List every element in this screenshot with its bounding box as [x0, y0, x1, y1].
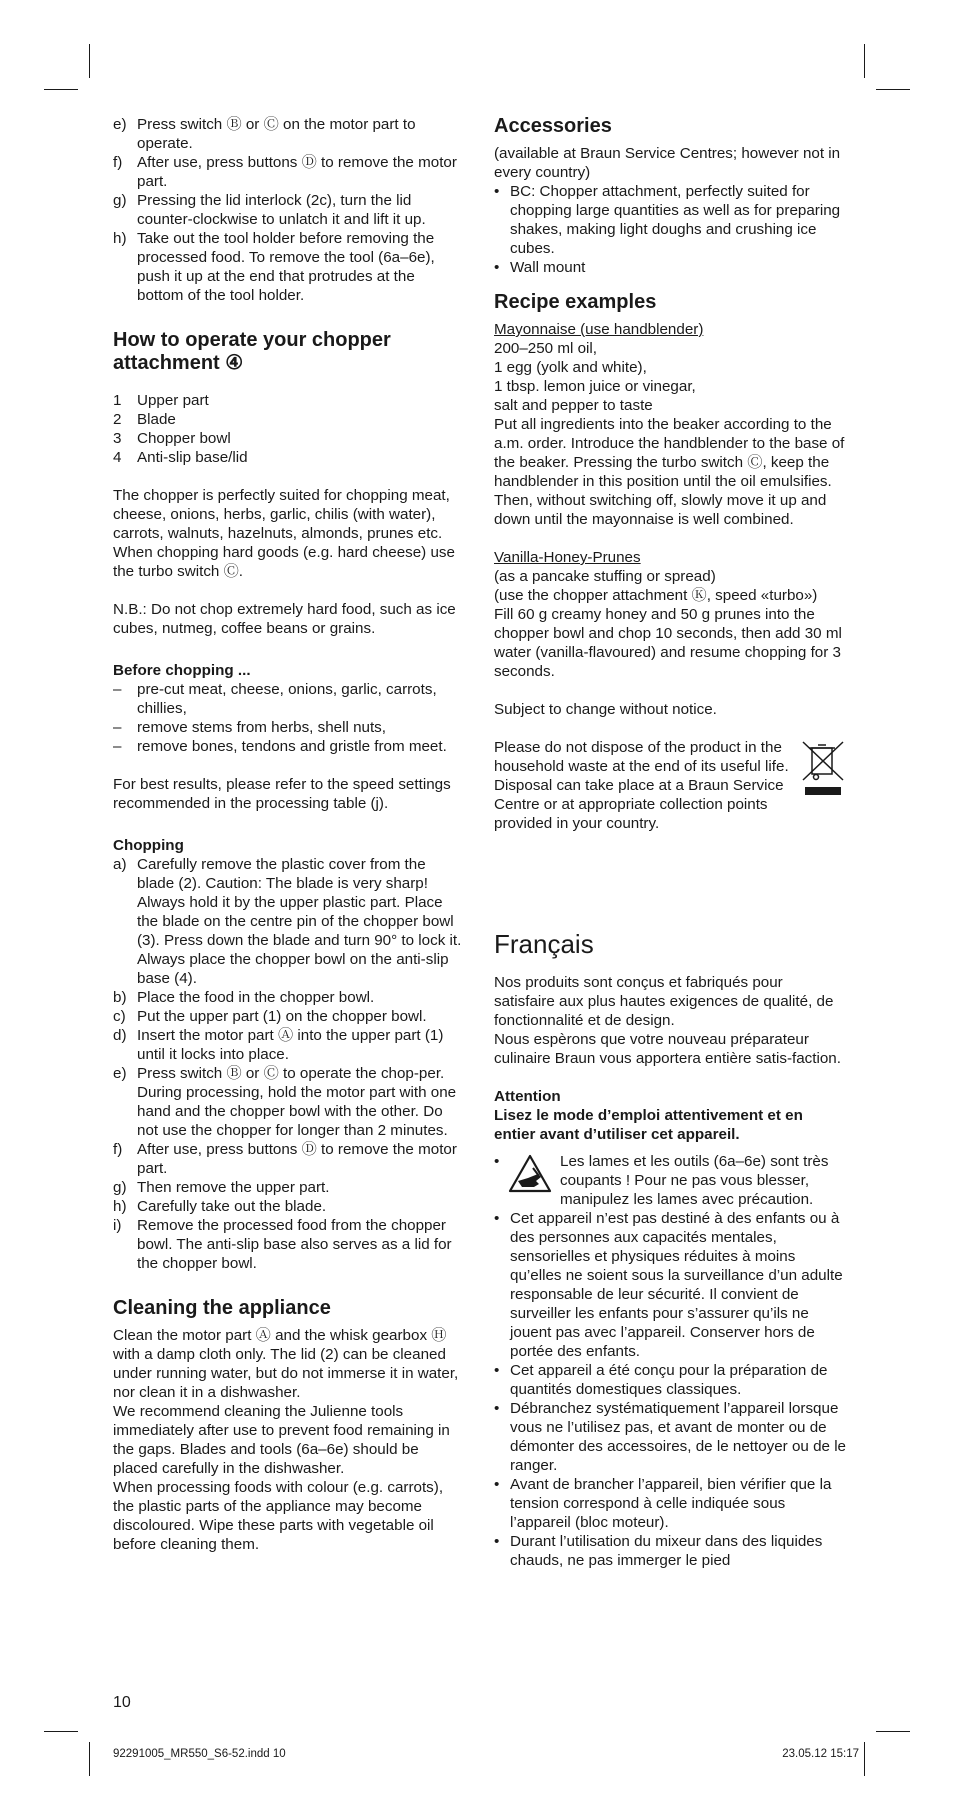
attention-heading: Attention [494, 1088, 561, 1105]
list-marker: d) [113, 1027, 127, 1044]
subject-to-change: Subject to change without notice. [494, 701, 717, 718]
crop-mark [864, 1742, 865, 1776]
list-item-text: Cet appareil n’est pas destiné à des enfants ou à des personnes aux capacités mentales, sensorielles et physiques réduites à moins qu’elles ne soient sous la surveillance d’un adulte responsable de leur sécurité. Il convient de surveiller les enfants pour s’assurer qu’ils ne jouent pas avec l’appareil. Conserver hors de portée des enfants. [510, 1210, 843, 1360]
list-item [113, 1064, 465, 1140]
list-marker: • [494, 183, 500, 200]
vanilla-instructions: Fill 60 g creamy honey and 50 g prunes into the chopper bowl and chop 10 seconds, then add 30 ml water (vanilla-flavoured) and resume chopping for 3 seconds. [494, 606, 842, 680]
crop-mark [44, 89, 78, 90]
vanilla-ingredients [494, 567, 846, 605]
list-marker: – [113, 738, 122, 755]
list-item-text: Press switch Ⓑ or Ⓒ to operate the chop-per. During processing, hold the motor part with one hand and the chopper bowl with the other. Do not use the chopper for longer than 2 minutes. [137, 1065, 457, 1139]
list-item [113, 115, 465, 153]
crop-mark [44, 1731, 78, 1732]
slug-date: 23.05.12 15:17 [782, 1748, 859, 1760]
list-item-text: Upper part [137, 392, 209, 409]
mayo-ingredients [494, 339, 846, 415]
list-item [494, 1475, 846, 1532]
ingredient-line: 1 tbsp. lemon juice or vinegar, [494, 378, 696, 395]
list-item [113, 680, 465, 718]
crop-mark [89, 44, 90, 78]
list-item [113, 988, 465, 1007]
list-item-text: After use, press buttons Ⓓ to remove the motor part. [137, 154, 457, 190]
list-marker: e) [113, 116, 127, 133]
list-marker: h) [113, 1198, 127, 1215]
list-item-text: Insert the motor part Ⓐ into the upper part (1) until it locks into place. [137, 1027, 444, 1063]
list-item [113, 153, 465, 191]
crop-mark [89, 1742, 90, 1776]
list-item-text: Put the upper part (1) on the chopper bowl. [137, 1008, 427, 1025]
list-item [494, 1361, 846, 1399]
crop-mark [876, 89, 910, 90]
part-item [113, 410, 465, 429]
warning-item [494, 1152, 846, 1209]
cleaning-text-2: We recommend cleaning the Julienne tools immediately after use to prevent food remaining in the gaps. Blades and tools (6a–6e) should be placed carefully in the dishwasher. [113, 1403, 450, 1477]
list-marker: f) [113, 1141, 123, 1158]
accessories-heading: Accessories [494, 115, 612, 137]
attention-subheading: Lisez le mode d’emploi attentivement et en entier avant d’utiliser cet appareil. [494, 1107, 803, 1143]
cleaning-text-3: When processing foods with colour (e.g. carrots), the plastic parts of the appliance may become discoloured. Wipe these parts with vegetable oil before cleaning them. [113, 1479, 444, 1553]
list-item-text: Carefully remove the plastic cover from the blade (2). Caution: The blade is very sharp! Always hold it by the upper plastic part. Place the blade on the centre pin of the chopper bowl (3). Press down the blade and turn 90° to lock it. Always place the chopper bowl on the anti-slip base (4). [137, 856, 462, 987]
ingredient-line: salt and pepper to taste [494, 397, 653, 414]
chopping-steps-list [113, 855, 465, 1273]
chopper-heading: How to operate your chopper attachment ④ [113, 329, 391, 374]
crossed-out-wheelie-bin-icon [800, 740, 846, 796]
list-marker: g) [113, 1179, 127, 1196]
list-item [113, 229, 465, 305]
chopper-intro: The chopper is perfectly suited for chopping meat, cheese, onions, herbs, garlic, chilis (with water), carrots, walnuts, hazelnuts, almonds, prunes etc. [113, 487, 450, 542]
accessories-list [494, 182, 846, 277]
ingredient-line: 1 egg (yolk and white), [494, 359, 647, 376]
list-marker: c) [113, 1008, 126, 1025]
list-item [113, 1140, 465, 1178]
before-chopping-heading: Before chopping ... [113, 662, 251, 679]
part-item [113, 448, 465, 467]
list-marker: a) [113, 856, 127, 873]
list-item [494, 182, 846, 258]
list-item [113, 1026, 465, 1064]
list-item-text: Place the food in the chopper bowl. [137, 989, 375, 1006]
list-item [113, 737, 465, 756]
list-item-text: Then remove the upper part. [137, 1179, 330, 1196]
list-item-text: Anti-slip base/lid [137, 449, 248, 466]
turbo-note: When chopping hard goods (e.g. hard cheese) use the turbo switch Ⓒ. [113, 544, 455, 580]
list-marker: 3 [113, 430, 122, 447]
list-marker: – [113, 681, 122, 698]
page-number: 10 [113, 1694, 131, 1711]
list-marker: g) [113, 192, 127, 209]
list-item [494, 1399, 846, 1475]
list-marker: 1 [113, 392, 122, 409]
ingredient-line: (use the chopper attachment Ⓚ, speed «turbo») [494, 587, 818, 604]
fr-intro-2: Nous espèrons que votre nouveau préparateur culinaire Braun vous apportera entière satis-faction. [494, 1031, 841, 1067]
nb-note: N.B.: Do not chop extremely hard food, such as ice cubes, nutmeg, coffee beans or grains. [113, 601, 456, 637]
best-results-text: For best results, please refer to the speed settings recommended in the processing table (j). [113, 776, 451, 812]
vanilla-title: Vanilla-Honey-Prunes [494, 549, 641, 566]
right-column [494, 115, 846, 1570]
left-column [113, 115, 465, 1554]
accessories-intro: (available at Braun Service Centres; however not in every country) [494, 145, 841, 181]
list-item-text: Cet appareil a été conçu pour la préparation de quantités domestiques classiques. [510, 1362, 828, 1398]
list-item [494, 1209, 846, 1361]
motor-steps-list [113, 115, 465, 305]
list-item-text: Chopper bowl [137, 430, 231, 447]
list-marker: h) [113, 230, 127, 247]
recipe-heading: Recipe examples [494, 291, 657, 313]
slug-file: 92291005_MR550_S6-52.indd 10 [113, 1748, 286, 1760]
list-item [494, 1532, 846, 1570]
list-marker: i) [113, 1217, 122, 1234]
list-marker: • [494, 259, 500, 276]
list-item-text: Press switch Ⓑ or Ⓒ on the motor part to operate. [137, 116, 416, 152]
list-marker: • [494, 1210, 500, 1227]
list-item-text: Blade [137, 411, 176, 428]
parts-list [113, 391, 465, 467]
list-marker: f) [113, 154, 123, 171]
list-marker: • [494, 1400, 500, 1417]
ingredient-line: (as a pancake stuffing or spread) [494, 568, 716, 585]
hand-hazard-warning-icon [508, 1154, 552, 1194]
list-item-text: BC: Chopper attachment, perfectly suited for chopping large quantities as well as for preparing shakes, making light doughs and crushing ice cubes. [510, 183, 841, 257]
list-item [113, 1216, 465, 1273]
list-item-text: Avant de brancher l’appareil, bien vérifier que la tension correspond à celle indiquée sous l’appareil (bloc moteur). [510, 1476, 832, 1531]
list-item [113, 1007, 465, 1026]
list-item-text: After use, press buttons Ⓓ to remove the motor part. [137, 1141, 457, 1177]
list-marker: b) [113, 989, 127, 1006]
crop-mark [864, 44, 865, 78]
list-item [113, 855, 465, 988]
fr-safety-list [494, 1209, 846, 1570]
part-item [113, 429, 465, 448]
list-item [113, 191, 465, 229]
ingredient-line: 200–250 ml oil, [494, 340, 598, 357]
list-item-text: Take out the tool holder before removing the processed food. To remove the tool (6a–6e), push it up at the end that protrudes at the bottom of the tool holder. [137, 230, 435, 304]
mayo-title: Mayonnaise (use handblender) [494, 321, 704, 338]
chopping-heading: Chopping [113, 837, 184, 854]
list-item-text: Wall mount [510, 259, 586, 276]
list-marker: e) [113, 1065, 127, 1082]
list-item-text: Débranchez systématiquement l’appareil lorsque vous ne l’utilisez pas, et avant de monter ou de démonter des accessoires, de le nettoyer ou de le ranger. [510, 1400, 847, 1474]
list-item-text: remove stems from herbs, shell nuts, [137, 719, 386, 736]
list-item-text: remove bones, tendons and gristle from meet. [137, 738, 447, 755]
list-item-text: Carefully take out the blade. [137, 1198, 327, 1215]
list-item-text: pre-cut meat, cheese, onions, garlic, carrots, chillies, [137, 681, 437, 717]
list-marker: • [494, 1362, 500, 1379]
cleaning-text-1: Clean the motor part Ⓐ and the whisk gearbox Ⓗ with a damp cloth only. The lid (2) can be cleaned under running water, but do not immerse it in water, nor clean it in a dishwasher. [113, 1327, 459, 1401]
cleaning-heading: Cleaning the appliance [113, 1297, 331, 1319]
part-item [113, 391, 465, 410]
list-item [113, 1178, 465, 1197]
list-item-text: Remove the processed food from the chopper bowl. The anti-slip base also serves as a lid for the chopper bowl. [137, 1217, 452, 1272]
bullet: • [494, 1153, 500, 1170]
list-marker: – [113, 719, 122, 736]
disposal-text: Please do not dispose of the product in the household waste at the end of its useful life. Disposal can take place at a Braun Service Centre or at appropriate collection points provided in your country. [494, 739, 789, 832]
francais-heading: Français [494, 929, 594, 959]
list-item [494, 258, 846, 277]
crop-mark [876, 1731, 910, 1732]
before-chopping-list [113, 680, 465, 756]
list-item [113, 718, 465, 737]
list-item-text: Pressing the lid interlock (2c), turn the lid counter-clockwise to unlatch it and lift it up. [137, 192, 426, 228]
list-marker: 4 [113, 449, 122, 466]
list-item-text: Durant l’utilisation du mixeur dans des liquides chauds, ne pas immerger le pied [510, 1533, 823, 1569]
fr-intro-1: Nos produits sont conçus et fabriqués pour satisfaire aux plus hautes exigences de qualité, de fonctionnalité et de design. [494, 974, 834, 1029]
disposal-block [494, 738, 846, 833]
warning-text: Les lames et les outils (6a–6e) sont très coupants ! Pour ne pas vous blesser, manipulez les lames avec précaution. [560, 1153, 829, 1208]
list-item [113, 1197, 465, 1216]
list-marker: • [494, 1476, 500, 1493]
list-marker: • [494, 1533, 500, 1550]
list-marker: 2 [113, 411, 122, 428]
mayo-instructions: Put all ingredients into the beaker according to the a.m. order. Introduce the handblender to the base of the beaker. Pressing the turbo switch Ⓒ, keep the handblender in this position until the oil emulsifies. Then, without switching off, slowly move it up and down until the mayonnaise is well combined. [494, 416, 845, 528]
